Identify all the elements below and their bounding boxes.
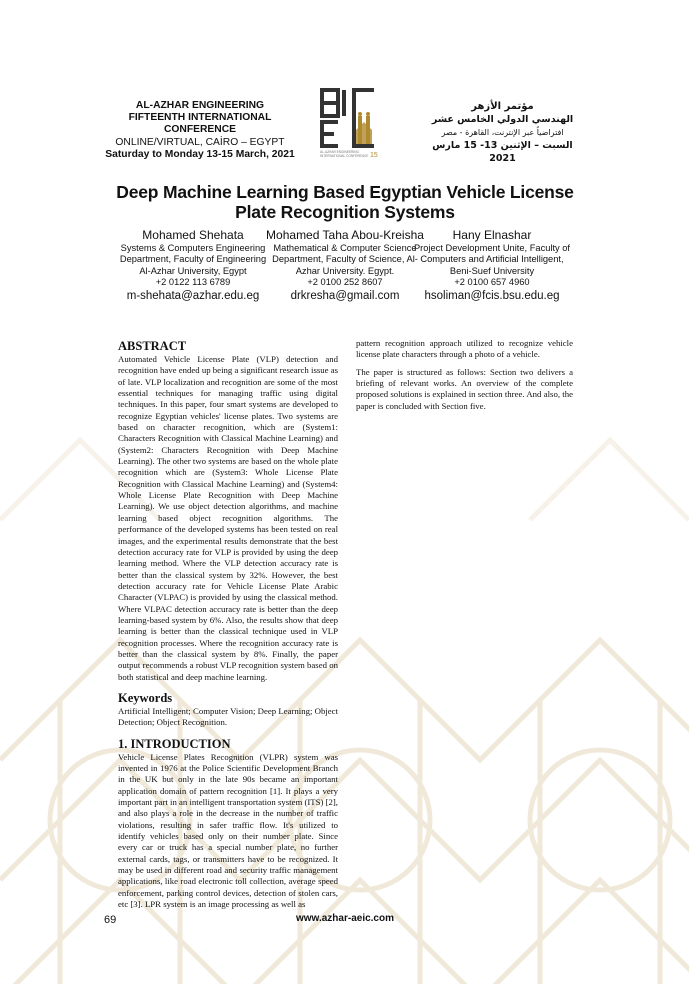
svg-text:INTERNATIONAL CONFERENCE: INTERNATIONAL CONFERENCE [320, 154, 369, 158]
left-column [118, 339, 338, 916]
author-affiliation: Project Development Unite, Faculty of [413, 243, 571, 253]
abstract-heading: ABSTRACT [118, 339, 187, 353]
header-arabic-line: افتراضياً عبر الإنترنت، القاهرة - مصر [441, 128, 564, 137]
author-affiliation: Azhar University. Egypt. [295, 265, 395, 276]
paper-title [90, 182, 600, 222]
header-line: AL-AZHAR ENGINEERING [135, 100, 265, 111]
right-column [356, 338, 573, 418]
keywords-heading: Keywords [118, 690, 173, 705]
page-number: 69 [104, 914, 117, 926]
author-affiliation: Beni-Suef University [449, 265, 535, 276]
header-arabic-line: الهندسي الدولي الخامس عشر [431, 114, 574, 125]
svg-text:15: 15 [370, 152, 378, 159]
keywords-text: Artificial Intelligent; Computer Vision; Deep Learning; Object Detection; Object Recognition. [118, 705, 338, 728]
conference-header-english [105, 100, 295, 161]
author-email: drkresha@gmail.com [290, 289, 400, 302]
author-1 [108, 228, 278, 304]
conference-header-arabic [420, 100, 585, 165]
author-2 [260, 228, 430, 304]
abstract-text: Automated Vehicle License Plate (VLP) detection and recognition have ended up being a significant research issue as of late. VLP localization and recognition are some of the most essential techniques for managing traffic using digital techniques. In this paper, four smart systems are developed to recognize Egyptian vehicles' license plates. Two systems are based on character recognition, which are (System1: Characters Recognition with Classical Machine Learning) and (System2: Characters Recognition with Deep Machine Learning). The other two systems are based on the whole plate recognition which are (System3: Whole License Plate Recognition with Classical Machine Learning) and (System4: Whole License Plate Recognition with Deep Machine Learning). We use object detection algorithms, and machine learning based object recognition algorithms. The performance of the developed systems has been tested on real images, and the experimental results demonstrate that the best detection accuracy rate for VLP is provided by using the deep learning method. Where the VLP detection accuracy rate is better than the classical system by 32%. However, the best detection accuracy rate for Vehicle License Plate Arabic Character (VLPAC) is provided by using the classical method. Where VLPAC detection accuracy rate is better than the deep learning-based system by 6%. Also, the results show that deep learning is better than the classical technique used in VLP recognition processes. Where the recognition accuracy rate is better than the classical system by 8%. Finally, the paper output recommends a robust VLP recognition system based on both statistical and deep machine learning. [118, 354, 338, 682]
author-affiliation: Mathematical & Computer Science [273, 243, 417, 253]
header-date: Saturday to Monday 13-15 March, 2021 [105, 148, 295, 160]
author-name: Hany Elnashar [452, 228, 532, 242]
author-affiliation: Al-Azhar University, Egypt [139, 265, 247, 276]
title-line: Deep Machine Learning Based Egyptian Vehicle License [116, 182, 574, 202]
author-phone: +2 0100 657 4960 [454, 277, 530, 288]
footer-url: www.azhar-aeic.com [296, 913, 394, 924]
introduction-continued: pattern recognition approach utilized to recognize vehicle license plate characters through a photo of a vehicle. [356, 338, 573, 360]
title-line: Plate Recognition Systems [235, 202, 455, 222]
header-line: CONFERENCE [163, 124, 237, 136]
introduction-heading: 1. INTRODUCTION [118, 736, 231, 751]
author-email: m-shehata@azhar.edu.eg [126, 289, 260, 302]
author-affiliation: Department, Faculty of Engineering [119, 254, 267, 265]
author-affiliation: Systems & Computers Engineering [120, 243, 266, 253]
header-arabic-date: السبت – الإثنين 13- 15 مارس 2021 [432, 140, 573, 164]
author-3 [407, 228, 577, 304]
header-line: FIFTEENTH INTERNATIONAL [128, 112, 272, 124]
header-arabic-line: مؤتمر الأزهر [471, 101, 534, 112]
author-affiliation: Department, Faculty of Science, Al- [272, 254, 418, 265]
author-name: Mohamed Taha Abou-Kreisha [266, 228, 424, 242]
paper-structure-text: The paper is structured as follows: Section two delivers a briefing of relevant works. An overview of the complete proposed solutions is explained in section three. And also, the paper is concluded with Section five. [356, 366, 573, 411]
author-name: Mohamed Shehata [142, 228, 244, 242]
svg-text:AL-AZHAR ENGINEERING: AL-AZHAR ENGINEERING [320, 150, 359, 154]
author-affiliation: Computers and Artificial Intelligent, [420, 254, 564, 265]
header-line: ONLINE/VIRTUAL, CAİRO – EGYPT [115, 136, 285, 148]
author-phone: +2 0122 113 6789 [155, 277, 231, 288]
author-email: hsoliman@fcis.bsu.edu.eg [424, 289, 560, 302]
author-phone: +2 0100 252 8607 [307, 277, 383, 288]
conference-logo [318, 86, 380, 160]
introduction-text: Vehicle License Plates Recognition (VLPR) system was invented in 1976 at the Police Scientific Development Branch in the UK but only in the late 90s became an important application domain of pattern recognition [1]. It plays a very important part in an intelligent transportation system (ITS) [2], and also plays a role in the decrease in the number of traffic violations, resulting in safer traffic flow. It's utilized to identify vehicles based only on their number plate. Since every car or truck has a special number plate, no further external cards, tags, or transmitters have to be recognized. It may be used in different road and security traffic management applications, like road electronic toll collection, average speed enforcement, parking control devices, detection of stolen cars, etc [3]. LPR system is an image processing as well as [118, 751, 338, 910]
